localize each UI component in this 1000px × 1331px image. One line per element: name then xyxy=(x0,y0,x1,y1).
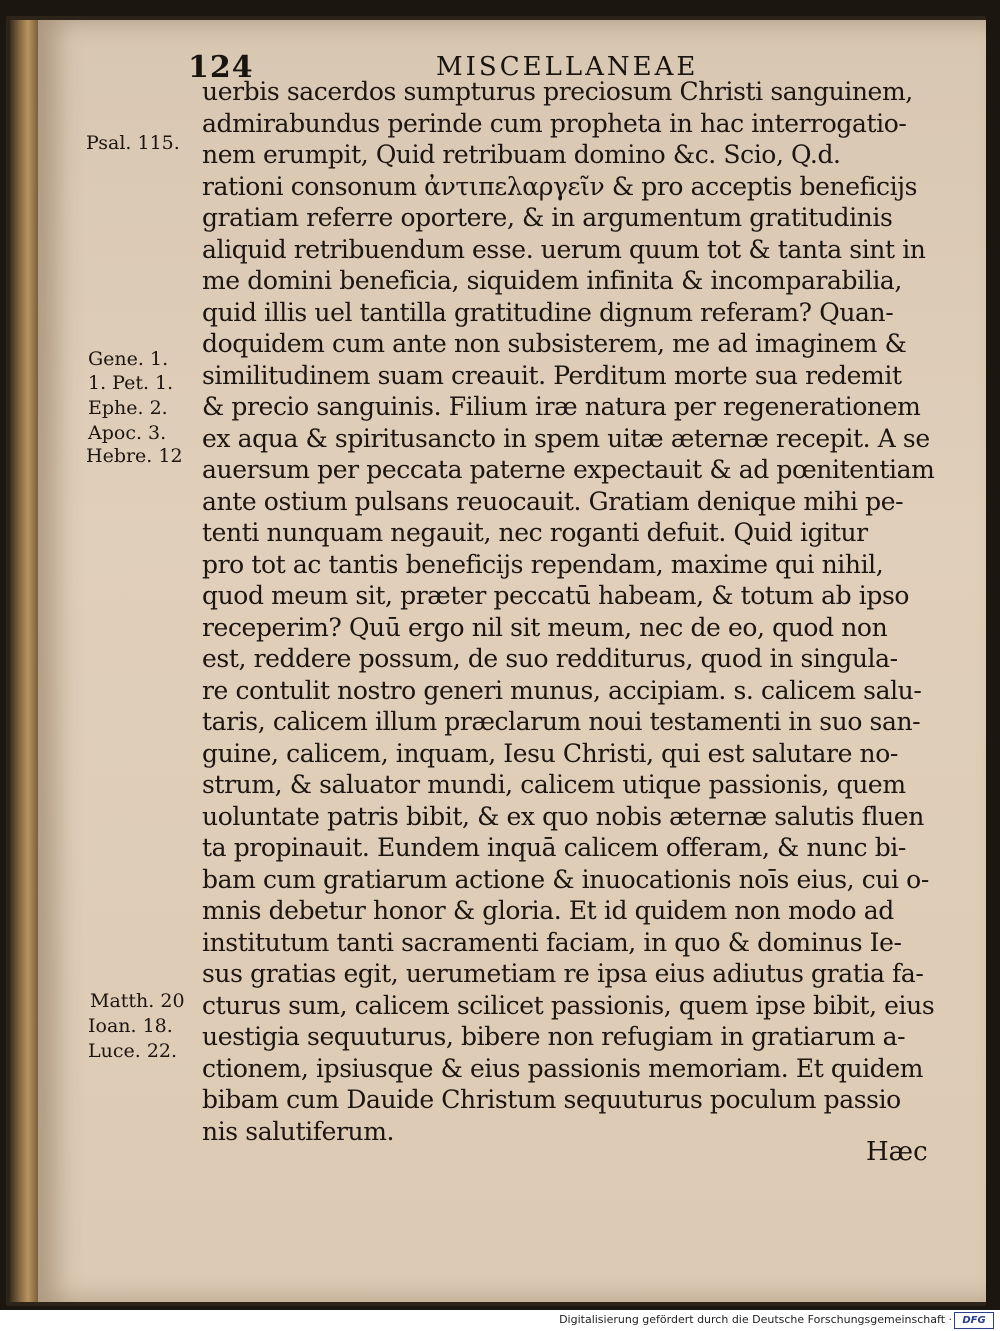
body-text xyxy=(202,76,942,1147)
margin-note-psalm: Psal. 115. xyxy=(86,132,180,154)
text-line: sus gratias egit, uerumetiam re ipsa eius adiutus gratia fa- xyxy=(202,959,924,988)
margin-note-matthew: Matth. 20 xyxy=(90,990,185,1012)
text-line: est, reddere possum, de suo redditurus, quod in singula- xyxy=(202,644,898,673)
text-line: ante ostium pulsans reuocauit. Gratiam denique mihi pe- xyxy=(202,486,904,516)
text-line: institutum tanti sacramenti faciam, in quo & dominus Ie- xyxy=(202,927,902,957)
book-page xyxy=(38,20,986,1302)
text-line: gratiam referre oportere, & in argumentum gratitudinis xyxy=(202,203,893,232)
margin-note-genesis: Gene. 1. xyxy=(88,348,169,370)
text-line: uoluntate patris bibit, & ex quo nobis æternæ salutis fluen xyxy=(202,801,924,831)
text-line: guine, calicem, inquam, Iesu Christi, qui est salutare no- xyxy=(202,738,898,768)
margin-note-peter: 1. Pet. 1. xyxy=(88,372,174,394)
text-line: re contulit nostro generi munus, accipiam. s. calicem salu- xyxy=(202,675,922,705)
text-line: admirabundus perinde cum propheta in hac interrogatio- xyxy=(202,108,907,138)
text-line: nis salutiferum. xyxy=(202,1116,395,1146)
text-line: cturus sum, calicem scilicet passionis, quem ipse bibit, eius xyxy=(202,990,935,1020)
book-spine xyxy=(10,20,40,1302)
text-line: auersum per peccata paterne expectauit & ad pœnitentiam xyxy=(202,455,935,484)
text-line: quid illis uel tantilla gratitudine dignum referam? Quan- xyxy=(202,297,894,327)
margin-note-hebrews: Hebre. 12 xyxy=(86,445,183,467)
text-line: uerbis sacerdos sumpturus preciosum Christi sanguinem, xyxy=(202,77,913,106)
margin-note-apocalypse: Apoc. 3. xyxy=(88,422,167,444)
text-line: ta propinauit. Eundem inquā calicem offeram, & nunc bi- xyxy=(202,833,906,862)
text-line: ctionem, ipsiusque & eius passionis memoriam. Et quidem xyxy=(202,1053,924,1083)
dfg-logo: DFG xyxy=(954,1312,994,1329)
text-line: rationi consonum ἀντιπελαργεῖν & pro acceptis beneficijs xyxy=(202,171,918,201)
text-line: strum, & saluator mundi, calicem utique passionis, quem xyxy=(202,770,906,799)
text-line: nem erumpit, Quid retribuam domino &c. Scio, Q.d. xyxy=(202,140,841,169)
text-line: aliquid retribuendum esse. uerum quum tot & tanta sint in xyxy=(202,234,926,264)
text-line: uestigia sequuturus, bibere non refugiam in gratiarum a- xyxy=(202,1022,906,1051)
catchword: Hæc xyxy=(866,1137,928,1167)
text-line: quod meum sit, præter peccatū habeam, & totum ab ipso xyxy=(202,581,910,610)
funding-credit: Digitalisierung gefördert durch die Deutsche Forschungsgemeinschaft · xyxy=(559,1313,952,1326)
margin-note-john: Ioan. 18. xyxy=(88,1015,173,1037)
text-line: bibam cum Dauide Christum sequuturus poculum passio xyxy=(202,1085,901,1114)
text-line: bam cum gratiarum actione & inuocationis noīs eius, cui o- xyxy=(202,864,929,894)
text-line: pro tot ac tantis beneficijs rependam, maxime qui nihil, xyxy=(202,549,884,579)
margin-note-luke: Luce. 22. xyxy=(88,1040,178,1062)
text-line: ex aqua & spiritusancto in spem uitæ æternæ recepit. A se xyxy=(202,423,930,453)
text-line: & precio sanguinis. Filium iræ natura per regenerationem xyxy=(202,392,921,421)
text-line: taris, calicem illum præclarum noui testamenti in suo san- xyxy=(202,707,921,736)
text-line: tenti nunquam negauit, nec roganti defuit. Quid igitur xyxy=(202,518,868,547)
margin-note-ephesians: Ephe. 2. xyxy=(88,397,168,419)
footer-bar xyxy=(0,1310,1000,1331)
page-number: 124 xyxy=(188,50,254,85)
text-line: mnis debetur honor & gloria. Et id quidem non modo ad xyxy=(202,896,894,925)
text-line: doquidem cum ante non subsisterem, me ad imaginem & xyxy=(202,329,907,358)
running-title: MISCELLANEAE xyxy=(436,52,699,82)
text-line: me domini beneficia, siquidem infinita & incomparabilia, xyxy=(202,266,902,295)
text-line: similitudinem suam creauit. Perditum morte sua redemit xyxy=(202,360,902,390)
text-line: receperim? Quū ergo nil sit meum, nec de eo, quod non xyxy=(202,612,888,642)
